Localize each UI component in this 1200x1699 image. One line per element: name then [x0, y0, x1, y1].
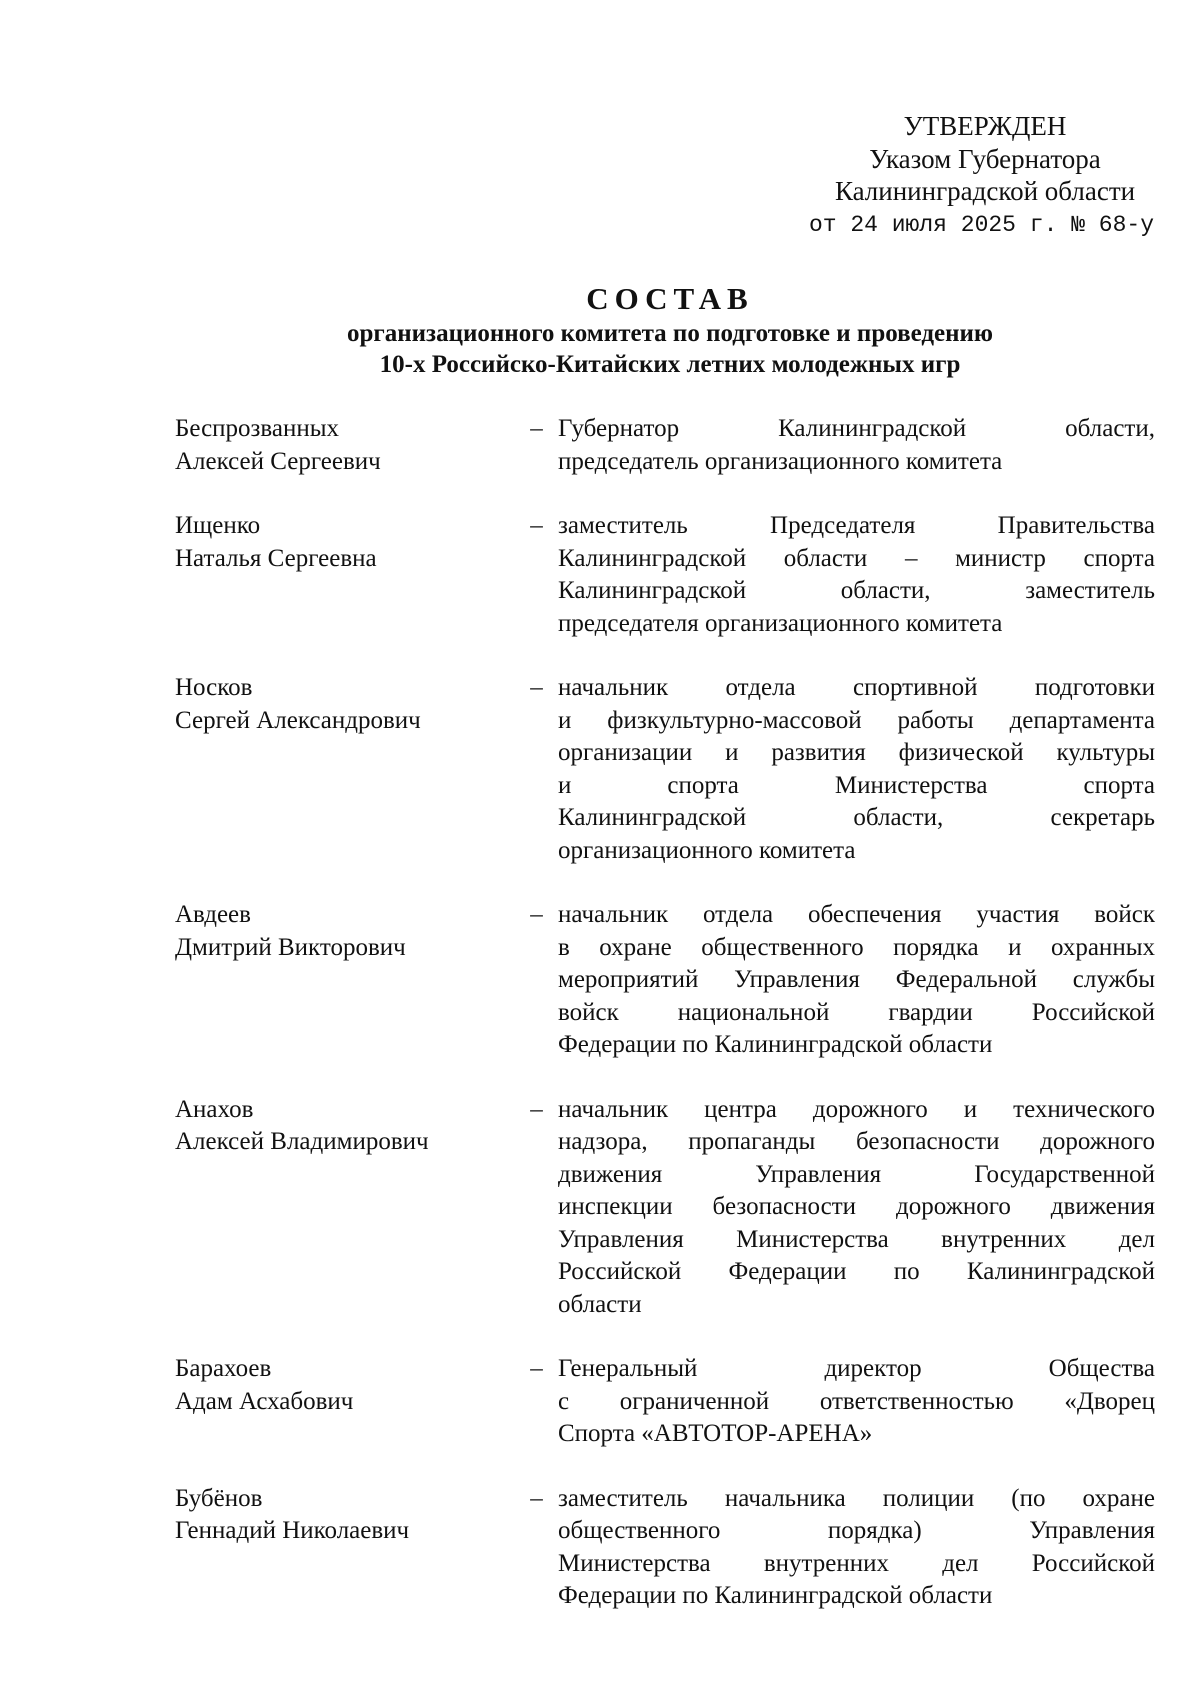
member-role-line: Калининградской области, заместитель [558, 577, 1155, 604]
member-dash: – [530, 901, 543, 928]
member-role-line: Калининградской области – министр спорта [558, 544, 1155, 572]
member-role-line: с ограниченной ответственностью «Дворец [558, 1387, 1155, 1415]
member-surname: Беспрозванных [175, 415, 340, 442]
member-role-line: Управления Министерства внутренних дел [558, 1225, 1155, 1253]
document-title [0, 280, 1200, 380]
member-entry [175, 413, 1155, 478]
title-line-2: 10-х Российско-Китайских летних молодежных игр [379, 351, 961, 378]
member-role-line: общественного порядка) Управления [558, 1517, 1155, 1544]
member-role-line: Генеральный директор Общества [558, 1355, 1155, 1382]
member-role-line: председателя организационного комитета [558, 609, 1003, 637]
member-role [558, 1353, 1155, 1451]
member-role-line: надзора, пропаганды безопасности дорожного [558, 1128, 1155, 1155]
member-role [558, 899, 1155, 1062]
member-dash: – [530, 512, 543, 539]
member-role-line: заместитель начальника полиции (по охране [558, 1484, 1155, 1512]
member-role-line: войск национальной гвардии Российской [558, 998, 1155, 1026]
member-role-line: председатель организационного комитета [558, 447, 1003, 475]
member-surname: Носков [175, 674, 253, 701]
approval-decree-line: Указом Губернатора [869, 143, 1101, 174]
member-entry [175, 1094, 1155, 1322]
member-role-line: Губернатор Калининградской области, [558, 415, 1155, 442]
member-role-line: Министерства внутренних дел Российской [558, 1549, 1155, 1577]
member-entry [175, 899, 1155, 1062]
member-role-line: начальник отдела обеспечения участия войск [558, 901, 1155, 928]
approval-stamp [790, 110, 1180, 241]
member-entry [175, 1353, 1155, 1451]
member-role-line: и спорта Министерства спорта [558, 771, 1155, 799]
member-name [175, 1353, 515, 1451]
member-role-line: инспекции безопасности дорожного движения [558, 1193, 1155, 1220]
member-role-line: организации и развития физической культуры [558, 739, 1155, 766]
member-role-line: Федерации по Калининградской области [558, 1031, 993, 1058]
member-role [558, 1483, 1155, 1613]
member-role-line: движения Управления Государственной [558, 1160, 1155, 1188]
member-dash: – [530, 674, 543, 701]
member-dash: – [530, 1355, 543, 1382]
member-surname: Анахов [175, 1095, 254, 1123]
member-role-line: организационного комитета [558, 836, 856, 864]
member-role-line: и физкультурно-массовой работы департамента [558, 706, 1155, 734]
member-surname: Бубёнов [175, 1484, 263, 1512]
member-name [175, 672, 515, 867]
member-role-line: области [558, 1290, 642, 1318]
member-name [175, 899, 515, 1062]
member-given: Алексей Владимирович [175, 1128, 429, 1155]
approval-region-line: Калининградской области [834, 176, 1136, 206]
member-role-line: начальник отдела спортивной подготовки [558, 674, 1155, 701]
member-dash: – [530, 415, 543, 442]
member-role [558, 510, 1155, 640]
member-given: Адам Асхабович [175, 1387, 354, 1415]
member-surname: Ищенко [175, 512, 261, 539]
member-role [558, 413, 1155, 478]
member-role-line: мероприятий Управления Федеральной службы [558, 966, 1155, 993]
member-surname: Авдеев [175, 901, 251, 928]
member-role-line: заместитель Председателя Правительства [558, 512, 1155, 539]
title-line-1: организационного комитета по подготовке и проведению [346, 320, 994, 347]
approval-date: от 24 июля 2025 г. № 68-у [808, 211, 1154, 238]
member-entry [175, 672, 1155, 867]
member-surname: Барахоев [175, 1355, 272, 1382]
member-given: Наталья Сергеевна [175, 544, 377, 572]
member-dash: – [530, 1484, 543, 1512]
member-role-line: в охране общественного порядка и охранных [558, 933, 1155, 961]
member-role-line: Российской Федерации по Калининградской [558, 1258, 1155, 1285]
member-role-line: Калининградской области, секретарь [558, 804, 1155, 831]
members-list [175, 413, 1155, 1645]
member-entry [175, 1483, 1155, 1613]
member-role-line: Федерации по Калининградской области [558, 1582, 993, 1609]
member-given: Алексей Сергеевич [175, 447, 381, 475]
member-role-line: начальник центра дорожного и технического [558, 1095, 1155, 1123]
member-dash: – [530, 1095, 543, 1123]
member-given: Геннадий Николаевич [175, 1517, 410, 1544]
member-name [175, 1094, 515, 1322]
member-name [175, 510, 515, 640]
member-name [175, 413, 515, 478]
member-given: Сергей Александрович [175, 706, 421, 734]
member-role [558, 1094, 1155, 1322]
member-role-line: Спорта «АВТОТОР-АРЕНА» [558, 1420, 873, 1447]
member-name [175, 1483, 515, 1613]
member-role [558, 672, 1155, 867]
member-given: Дмитрий Викторович [175, 933, 406, 961]
member-entry [175, 510, 1155, 640]
approval-heading: УТВЕРЖДЕН [903, 111, 1067, 141]
title-heading: СОСТАВ [586, 281, 754, 316]
